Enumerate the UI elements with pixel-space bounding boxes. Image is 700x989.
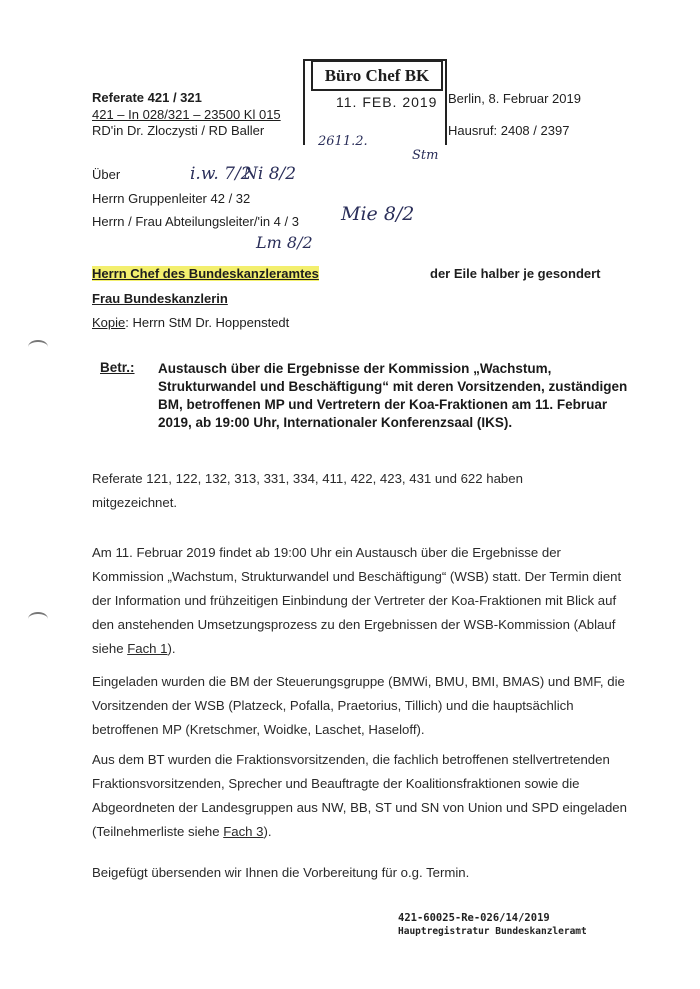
kopie-line (92, 315, 289, 330)
subject-label: Betr.: (100, 360, 135, 375)
punch-mark-bottom (28, 612, 48, 626)
link-fach-3[interactable]: Fach 3 (223, 824, 264, 839)
handwriting-initial-1: i.w. 7/2 (190, 164, 252, 184)
handwriting-initial-3: Mie 8/2 (341, 203, 415, 225)
handwriting-stm: Stm (412, 148, 439, 163)
ueber-label: Über (92, 167, 121, 182)
paragraph-termin-end: ). (167, 641, 176, 656)
paragraph-beigefuegt: Beigefügt übersenden wir Ihnen die Vorbereitung für o.g. Termin. (92, 865, 470, 880)
stamp-date: 11. FEB. 2019 (336, 94, 438, 110)
handwriting-initial-2: Ni 8/2 (243, 164, 297, 184)
handwriting-stamp-note: 2611.2. (318, 134, 368, 149)
punch-mark-top (28, 340, 48, 354)
registry-office: Hauptregistratur Bundeskanzleramt (398, 926, 587, 937)
paragraph-bundestag (92, 748, 632, 844)
paragraph-termin (92, 541, 632, 661)
bearbeiter: RD'in Dr. Zloczysti / RD Baller (92, 123, 265, 138)
place-date: Berlin, 8. Februar 2019 (448, 91, 581, 106)
gruppenleiter: Herrn Gruppenleiter 42 / 32 (92, 191, 251, 206)
handwriting-initial-4: Lm 8/2 (256, 233, 313, 252)
abteilungsleiter: Herrn / Frau Abteilungsleiter/'in 4 / 3 (92, 214, 299, 229)
kopie-text: : Herrn StM Dr. Hoppenstedt (125, 315, 290, 330)
aktenzeichen: 421 – In 028/321 – 23500 Kl 015 (92, 107, 281, 122)
paragraph-bundestag-text: Aus dem BT wurden die Fraktionsvorsitzenden, die fachlich betroffenen stellvertretenden Fraktionsvorsitzenden, Sprecher und Beauftragte der Koalitionsfraktionen sowie die Abgeordneten der Landesgruppen aus NW, BB, ST und SN von Union und SPD eingeladen (Teilnehmerliste siehe (92, 752, 627, 839)
paragraph-bundestag-end: ). (263, 824, 272, 839)
stamp-title: Büro Chef BK (311, 60, 443, 91)
paragraph-mitzeichnung: Referate 121, 122, 132, 313, 331, 334, 411, 422, 423, 431 und 622 haben mitgezeichnet. (92, 471, 523, 510)
recipient-kanzlerin: Frau Bundeskanzlerin (92, 291, 228, 306)
recipient-chef-bk: Herrn Chef des Bundeskanzleramtes (92, 266, 319, 281)
referat-label: Referate 421 / 321 (92, 90, 202, 105)
registry-number: 421-60025-Re-026/14/2019 (398, 912, 550, 924)
paragraph-termin-text: Am 11. Februar 2019 findet ab 19:00 Uhr ein Austausch über die Ergebnisse der Kommission „Wachstum, Strukturwandel und Beschäftigung“ (WSB) statt. Der Termin dient der Information und frühzeitigen Einbindung der Vertreter der Koa-Fraktionen mit Blick auf den anstehenden Umsetzungsprozess zu den Ergebnissen der WSB-Kommission (Ablauf siehe (92, 545, 622, 656)
subject-text: Austausch über die Ergebnisse der Kommission „Wachstum, Strukturwandel und Beschäftigung“ mit deren Vorsitzenden, zuständigen BM, betroffenen MP und Vertretern der Koa-Fraktionen am 11. Februar 2019, ab 19:00 Uhr, Internationaler Konferenzsaal (IKS). (158, 361, 628, 430)
paragraph-eingeladen: Eingeladen wurden die BM der Steuerungsgruppe (BMWi, BMU, BMI, BMAS) und BMF, die Vorsitzenden der WSB (Platzeck, Pofalla, Praetorius, Tillich) und die hauptsächlich betroffenen MP (Kretschmer, Woidke, Laschet, Haseloff). (92, 674, 625, 737)
hausruf: Hausruf: 2408 / 2397 (448, 123, 570, 138)
eile-note: der Eile halber je gesondert (430, 266, 601, 281)
kopie-label: Kopie (92, 315, 126, 330)
link-fach-1[interactable]: Fach 1 (127, 641, 168, 656)
